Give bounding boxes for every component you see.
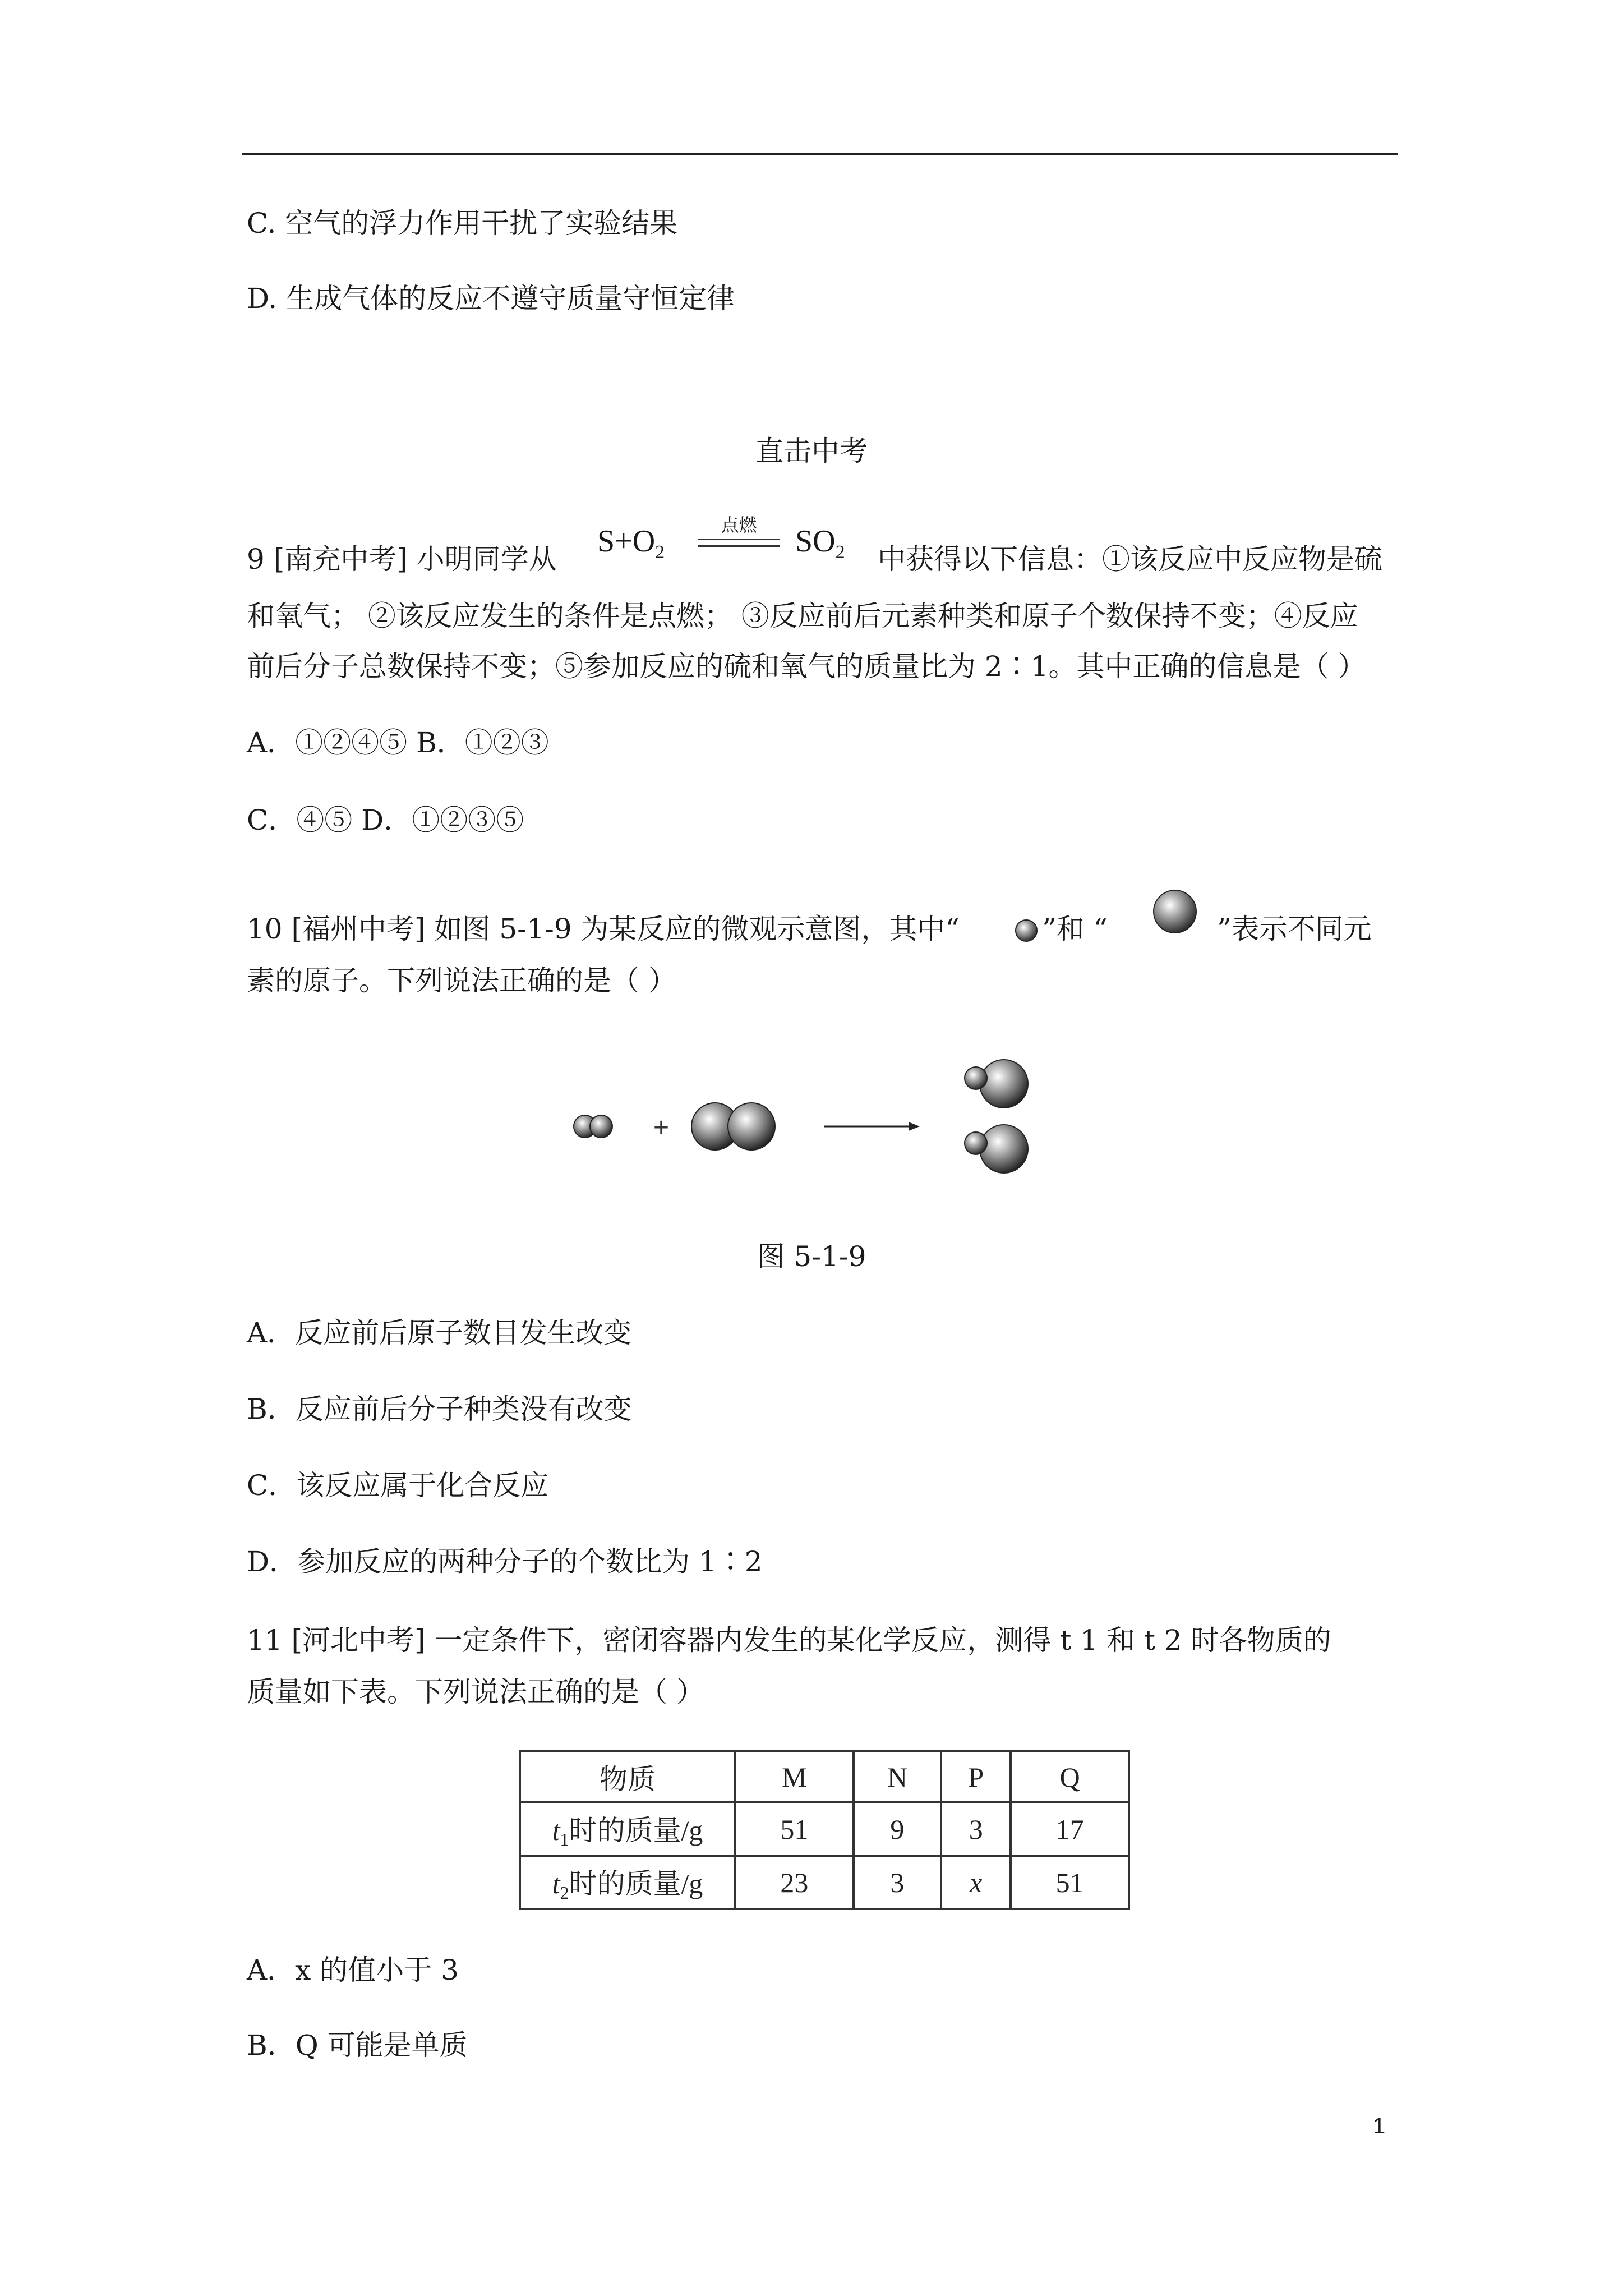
row-label: $t_2$时的质量/g bbox=[520, 1856, 735, 1909]
q9-condition: 点燃 bbox=[721, 514, 757, 536]
reaction-diagram bbox=[561, 1043, 1077, 1189]
header-cell: P bbox=[941, 1751, 1011, 1802]
eq-line-top bbox=[698, 539, 780, 540]
table-cell: 9 bbox=[854, 1802, 941, 1856]
q10-option-d: D．参加反应的两种分子的个数比为 1∶2 bbox=[247, 1545, 763, 1578]
equation-product: SO bbox=[795, 524, 836, 559]
q9-line2: 和氧气； ②该反应发生的条件是点燃； ③反应前后元素种类和原子个数保持不变；④反应 bbox=[247, 600, 1358, 632]
table-header-row bbox=[520, 1751, 1129, 1802]
table-cell: 51 bbox=[735, 1802, 854, 1856]
section-title: 直击中考 bbox=[755, 435, 868, 467]
q11-line2: 质量如下表。下列说法正确的是（ ） bbox=[247, 1676, 704, 1708]
q9-equation-right bbox=[795, 522, 845, 572]
q11-line1: 11 [河北中考] 一定条件下，密闭容器内发生的某化学反应，测得 t 1 和 t 2 时各物质的 bbox=[247, 1624, 1331, 1657]
q10-line1-b: ”和 “ bbox=[1042, 913, 1108, 945]
q10-line1-a: 10 [福州中考] 如图 5-1-9 为某反应的微观示意图，其中“ bbox=[247, 913, 960, 945]
q9-prefix: 9 [南充中考] 小明同学从 bbox=[247, 543, 557, 576]
table-cell: 23 bbox=[735, 1856, 854, 1909]
equation-reactants: S+O bbox=[597, 524, 656, 559]
q10-option-a: A．反应前后原子数目发生改变 bbox=[247, 1317, 632, 1349]
q9-line3: 前后分子总数保持不变；⑤参加反应的硫和氧气的质量比为 2∶1。其中正确的信息是（ ） bbox=[247, 650, 1366, 683]
q9-options-cd: C．④⑤ D．①②③⑤ bbox=[247, 804, 524, 836]
small-atom-icon bbox=[1012, 917, 1040, 945]
header-label: 物质 bbox=[520, 1751, 735, 1802]
q10-line2: 素的原子。下列说法正确的是（ ） bbox=[247, 964, 676, 997]
option-d-prev: D. 生成气体的反应不遵守质量守恒定律 bbox=[247, 282, 735, 315]
eq-line-bottom bbox=[698, 545, 780, 547]
product-molecule-2 bbox=[965, 1125, 1028, 1173]
table-cell: x bbox=[941, 1856, 1011, 1909]
q11-option-b: B．Q 可能是单质 bbox=[247, 2029, 468, 2062]
table-row bbox=[520, 1802, 1129, 1856]
q9-suffix: 中获得以下信息：①该反应中反应物是硫 bbox=[878, 543, 1382, 576]
header-rule bbox=[242, 153, 1398, 155]
reaction-arrow bbox=[824, 1122, 920, 1131]
page-number: 1 bbox=[1373, 2114, 1386, 2138]
figure-caption: 图 5-1-9 bbox=[757, 1240, 866, 1273]
product-molecule-1 bbox=[965, 1060, 1028, 1108]
table-row bbox=[520, 1856, 1129, 1909]
q9-equation-left bbox=[597, 522, 665, 572]
header-cell: Q bbox=[1011, 1751, 1129, 1802]
table-cell: 3 bbox=[941, 1802, 1011, 1856]
equation-product-sub: 2 bbox=[835, 542, 845, 563]
table-cell: 17 bbox=[1011, 1802, 1129, 1856]
header-cell: N bbox=[854, 1751, 941, 1802]
q9-options-ab: A．①②④⑤ B．①②③ bbox=[247, 726, 549, 759]
q11-option-a: A．x 的值小于 3 bbox=[247, 1954, 459, 1986]
table-cell: 3 bbox=[854, 1856, 941, 1909]
header-cell: M bbox=[735, 1751, 854, 1802]
reactant-small-molecule bbox=[574, 1115, 612, 1138]
q10-line1-c: ”表示不同元 bbox=[1217, 913, 1372, 945]
mass-table bbox=[519, 1750, 1130, 1910]
reactant-large-molecule bbox=[691, 1103, 775, 1150]
q10-option-c: C．该反应属于化合反应 bbox=[247, 1469, 549, 1502]
option-c-prev: C. 空气的浮力作用干扰了实验结果 bbox=[247, 207, 678, 240]
equation-reactants-sub: 2 bbox=[655, 542, 665, 563]
table-cell: 51 bbox=[1011, 1856, 1129, 1909]
q10-option-b: B．反应前后分子种类没有改变 bbox=[247, 1393, 632, 1425]
plus-sign: + bbox=[653, 1113, 670, 1143]
large-atom-icon bbox=[1150, 886, 1200, 937]
row-label: $t_1$时的质量/g bbox=[520, 1802, 735, 1856]
